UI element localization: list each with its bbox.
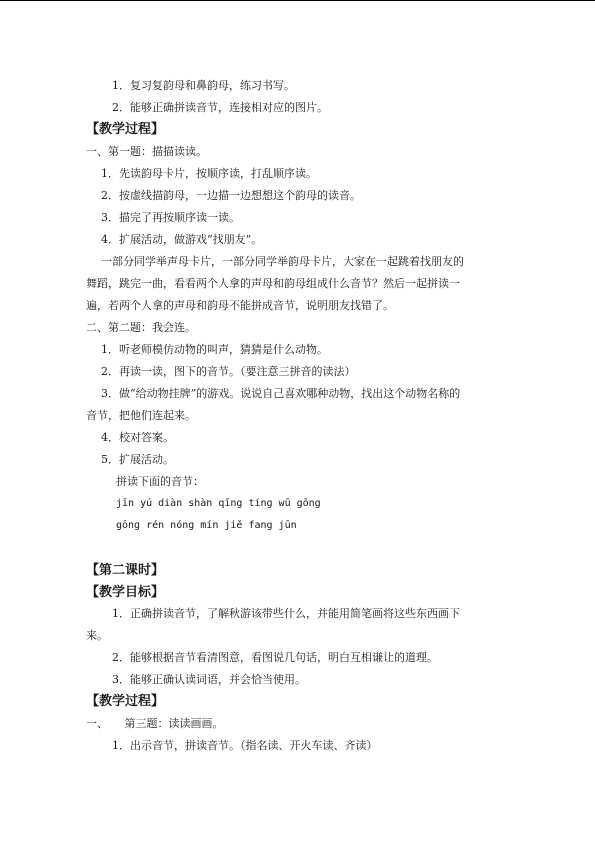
part-heading-2: 二、第二题：我会连。: [86, 321, 196, 334]
step-1-1: 1．先读韵母卡片，按顺序读，打乱顺序读。: [101, 167, 317, 180]
step-2-3-cont: 音节，把他们连起来。: [86, 409, 196, 422]
section-heading-goals: 【教学目标】: [86, 585, 165, 600]
step-1-4: 4．扩展活动，做游戏“找朋友”。: [101, 233, 263, 246]
goal2-item-1-cont: 来。: [86, 629, 108, 642]
step-2-4: 4．校对答案。: [101, 431, 174, 444]
step-1-2: 2．按虚线描韵母，一边描一边想想这个韵母的读音。: [101, 189, 361, 202]
section-heading-second-lesson: 【第二课时】: [86, 563, 165, 578]
pinyin-instruction: 拼读下面的音节：: [116, 475, 204, 488]
pinyin-row-1: jīn yú diàn shàn qīng tíng wū gōng: [116, 498, 321, 509]
step-2-1: 1．听老师模仿动物的叫声，猜猜是什么动物。: [101, 343, 328, 356]
goal2-item-1: 1．正确拼读音节，了解秋游该带些什么，并能用简笔画将这些东西画下: [112, 607, 460, 620]
pinyin-row-2: gōng rén nóng mín jiě fang jūn: [116, 520, 297, 531]
paragraph-line: 舞蹈，跳完一曲，看看两个人拿的声母和韵母组成什么音节？然后一起拼读一: [86, 277, 460, 290]
page-top-border: [0, 0, 595, 1]
step-2-5: 5．扩展活动。: [101, 453, 174, 466]
goal-item-2: 2．能够正确拼读音节，连接相对应的图片。: [112, 101, 328, 114]
step-2-3: 3．做“给动物挂牌”的游戏。说说自己喜欢哪种动物，找出这个动物名称的: [101, 387, 461, 400]
goal2-item-3: 3．能够正确认读词语，并会恰当使用。: [112, 673, 306, 686]
step-3-1: 1．出示音节，拼读音节。（指名读、开火车读、齐读）: [112, 739, 378, 752]
paragraph-line: 遍，若两个人拿的声母和韵母不能拼成音节，说明朋友找错了。: [86, 299, 394, 312]
part-heading-1: 一、第一题：描描读读。: [86, 145, 207, 158]
step-1-3: 3．描完了再按顺序读一读。: [101, 211, 240, 224]
goal2-item-2: 2．能够根据音节看清图意，看图说几句话，明白互相谦让的道理。: [112, 651, 438, 664]
goal-item-1: 1．复习复韵母和鼻韵母，练习书写。: [112, 79, 295, 92]
part-heading-3: 一、 第三题：读读画画。: [86, 717, 224, 730]
section-heading-process-2: 【教学过程】: [86, 694, 165, 709]
section-heading-process: 【教学过程】: [86, 122, 165, 137]
paragraph-line: 一部分同学举声母卡片，一部分同学举韵母卡片，大家在一起跳着找朋友的: [101, 255, 464, 268]
step-2-2: 2．再读一读，图下的音节。（要注意三拼音的读法）: [101, 365, 356, 378]
